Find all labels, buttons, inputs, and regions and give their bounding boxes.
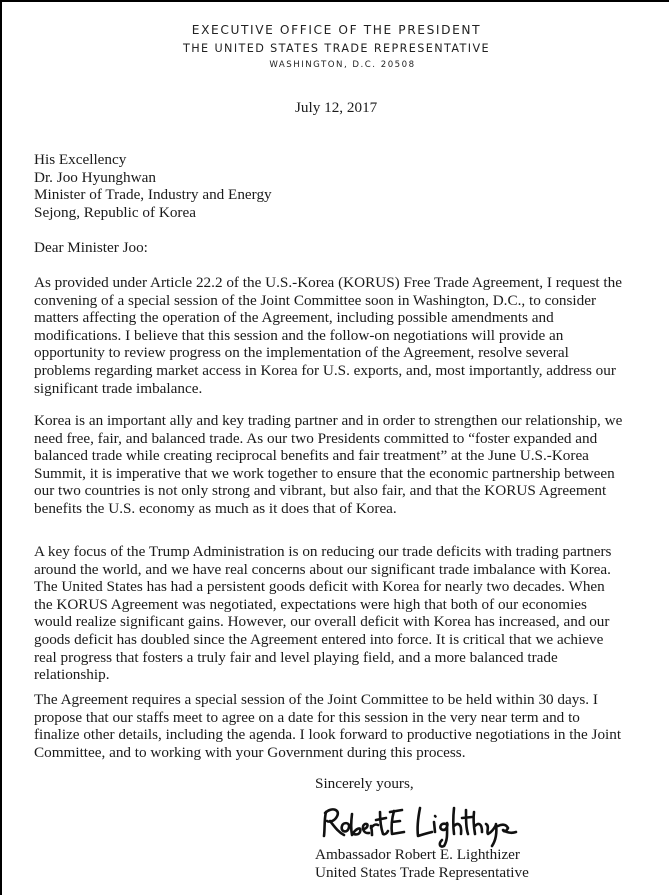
paragraph-line: matters affecting the operation of the Agreement, including possible amendments and: [34, 309, 554, 327]
paragraph-line: relationship.: [34, 666, 110, 684]
body-paragraph-4: [34, 691, 654, 761]
paragraph-line: our two countries is not only strong and vibrant, but also fair, and that the KORUS Agreement: [34, 482, 607, 500]
recipient-line: His Excellency: [34, 151, 127, 168]
paragraph-line: goods deficit has doubled since the Agreement entered into force. It is critical that we achieve: [34, 630, 604, 648]
paragraph-line: Committee, and to working with your Government during this process.: [34, 743, 466, 761]
letterhead-office: EXECUTIVE OFFICE OF THE PRESIDENT: [191, 23, 482, 37]
letterhead-agency: THE UNITED STATES TRADE REPRESENTATIVE: [182, 42, 491, 55]
paragraph-line: modifications. I believe that this session and the follow-on negotiations will provide an: [34, 326, 564, 344]
paragraph-line: As provided under Article 22.2 of the U.S.-Korea (KORUS) Free Trade Agreement, I request the: [34, 274, 622, 291]
paragraph-line: need free, fair, and balanced trade. As our two Presidents committed to “foster expanded and: [34, 429, 598, 447]
recipient-line: Sejong, Republic of Korea: [34, 203, 196, 221]
paragraph-line: The United States has had a persistent goods deficit with Korea for nearly two decades. When: [34, 578, 605, 596]
recipient-address: [34, 151, 654, 221]
paragraph-line: Korea is an important ally and key trading partner and in order to strengthen our relationship, we: [34, 412, 623, 429]
signatory-block: [315, 846, 529, 882]
paragraph-line: opportunity to review progress on the implementation of the Agreement, resolve several: [34, 344, 569, 362]
letter-date: July 12, 2017: [295, 99, 378, 116]
paragraph-line: significant trade imbalance.: [34, 379, 203, 397]
paragraph-line: A key focus of the Trump Administration is on reducing our trade deficits with trading partners: [34, 543, 612, 560]
recipient-line: Minister of Trade, Industry and Energy: [34, 186, 272, 204]
paragraph-line: benefits the U.S. economy as much as it does that of Korea.: [34, 499, 397, 517]
body-paragraph-1: [34, 274, 654, 397]
paragraph-line: the KORUS Agreement was negotiated, expectations were high that both of our economies: [34, 595, 587, 613]
body-paragraph-3: [34, 543, 654, 684]
paragraph-line: The Agreement requires a special session of the Joint Committee to be held within 30 days. I: [34, 691, 598, 708]
paragraph-line: problems regarding market access in Korea for U.S. exports, and, most importantly, address our: [34, 361, 616, 379]
paragraph-line: Summit, it is imperative that we work together to ensure that the economic partnership between: [34, 464, 615, 482]
paragraph-line: around the world, and we have real concerns about our significant trade imbalance with Korea.: [34, 560, 611, 578]
paragraph-line: real progress that fosters a truly fair and level playing field, and a more balanced trade: [34, 648, 558, 666]
paragraph-line: finalize other details, including the agenda. I look forward to productive negotiations in the Joint: [34, 726, 622, 744]
recipient-line: Dr. Joo Hyunghwan: [34, 168, 156, 186]
paragraph-line: propose that our staffs meet to agree on a date for this session in the very near term and to: [34, 708, 580, 726]
paragraph-line: balanced trade while creating reciprocal benefits and fair treatment” at the June U.S.-Korea: [34, 447, 589, 465]
letterhead-address: WASHINGTON, D.C. 20508: [269, 60, 416, 70]
signature-icon: [320, 802, 520, 850]
signatory-name: Ambassador Robert E. Lighthizer: [315, 846, 520, 863]
closing: Sincerely yours,: [315, 775, 414, 792]
paragraph-line: would realize significant gains. However, our overall deficit with Korea has increased, and our: [34, 613, 610, 631]
signatory-title: United States Trade Representative: [315, 864, 529, 881]
body-paragraph-2: [34, 412, 654, 518]
paragraph-line: convening of a special session of the Joint Committee soon in Washington, D.C., to consider: [34, 291, 597, 309]
salutation: Dear Minister Joo:: [34, 239, 148, 256]
